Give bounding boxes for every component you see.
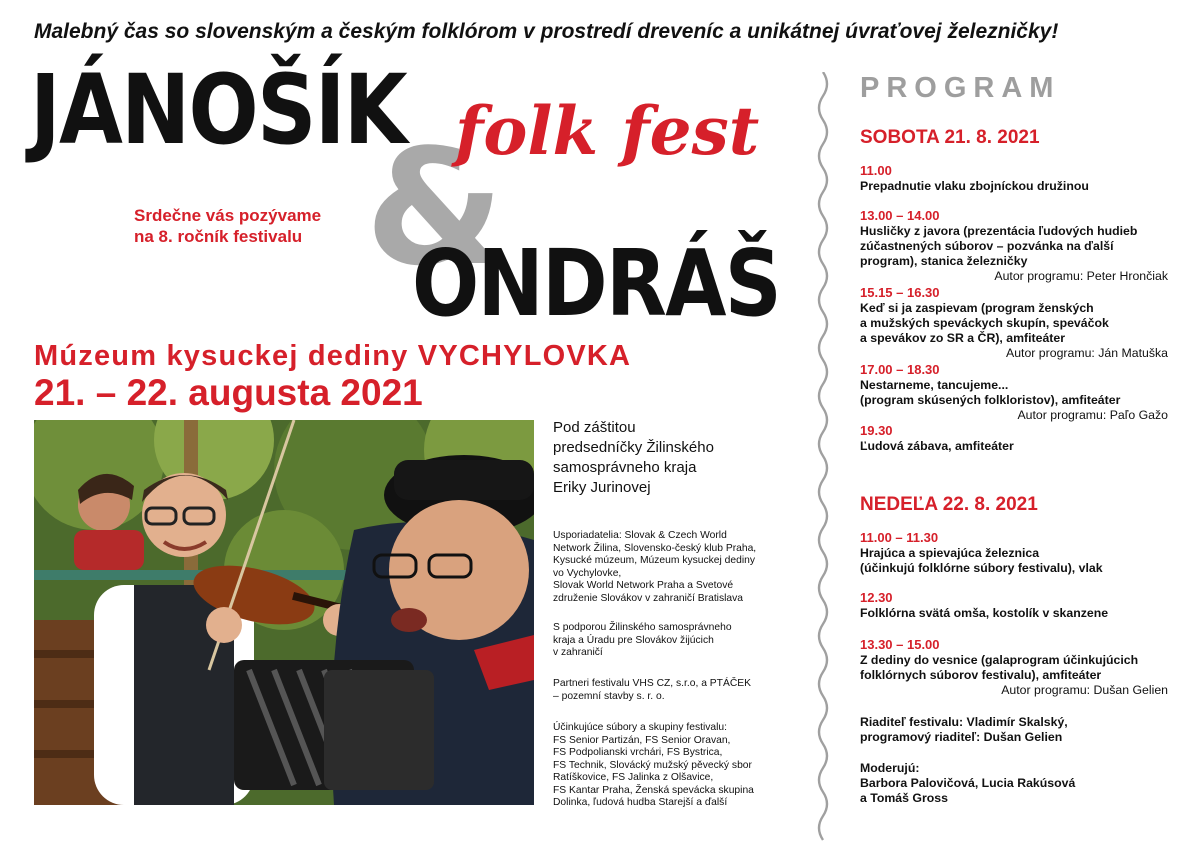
patronage-line-1: Pod záštitou xyxy=(553,419,636,436)
organizers-line-4: vo Vychylovke, xyxy=(553,567,622,579)
event-description: Nestarneme, tancujeme... xyxy=(860,378,1009,392)
museum-prefix: Múzeum kysuckej dediny xyxy=(34,340,418,372)
program-event xyxy=(860,637,1168,698)
saturday-heading: SOBOTA 21. 8. 2021 xyxy=(860,127,1040,148)
title-ondras: ONDRÁŠ xyxy=(412,230,780,337)
invitation-line-1: Srdečne vás pozývame xyxy=(134,206,322,225)
support-text xyxy=(553,622,785,660)
director-info xyxy=(860,715,1168,745)
organizers-line-3: Kysucké múzeum, Múzeum kysuckej dediny xyxy=(553,555,756,566)
patronage-text xyxy=(553,418,714,498)
musicians-illustration xyxy=(34,420,534,805)
event-description: Z dediny do vesnice (galaprogram účinkujúcich xyxy=(860,653,1139,667)
organizers-line-2: Network Žilina, Slovensko-český klub Praha, xyxy=(553,542,757,554)
partners-line-2: – pozemní stavby s. r. o. xyxy=(553,690,665,702)
musicians-photo xyxy=(34,420,534,805)
title-folk-fest: folk fest xyxy=(455,92,760,170)
title-ampersand: & xyxy=(365,114,505,301)
ensembles-line-1: Účinkujúce súbory a skupiny festivalu: xyxy=(553,722,727,733)
event-description: a mužských speváckych skupín, speváčok xyxy=(860,316,1109,330)
support-line-3: v zahraničí xyxy=(553,647,603,658)
title-janosik: JÁNOŠÍK xyxy=(30,54,407,166)
program-heading: PROGRAM xyxy=(860,72,1061,104)
event-description: a spevákov zo SR a ČR), amfiteáter xyxy=(860,331,1066,345)
event-author: Autor programu: Peter Hrončiak xyxy=(994,269,1168,283)
program-event xyxy=(860,530,1168,576)
event-description: program), stanica železničky xyxy=(860,254,1028,268)
event-description: Hrajúca a spievajúca železnica xyxy=(860,546,1040,560)
event-time: 19.30 xyxy=(860,423,893,438)
program-event xyxy=(860,590,1168,621)
support-line-1: S podporou Žilinského samosprávneho xyxy=(553,622,732,633)
ensembles-line-4: FS Technik, Slovácký mužský pěvecký sbor xyxy=(553,759,752,771)
moderators-line-1: Moderujú: xyxy=(860,761,920,775)
event-description: zúčastnených súborov – pozvánka na ďalší xyxy=(860,239,1114,253)
director-line-2: programový riaditeľ: Dušan Gelien xyxy=(860,730,1063,744)
program-event xyxy=(860,285,1168,361)
ensembles-line-3: FS Podpolianski vrchári, FS Bystrica, xyxy=(553,747,723,758)
event-time: 13.00 – 14.00 xyxy=(860,208,940,223)
ensembles-line-5: Ratíškovice, FS Jalinka z Olšavice, xyxy=(553,772,714,783)
event-time: 11.00 xyxy=(860,163,892,178)
event-time: 17.00 – 18.30 xyxy=(860,362,940,377)
organizers-line-5: Slovak World Network Praha a Svetové xyxy=(553,580,734,591)
event-author: Autor programu: Paľo Gažo xyxy=(1017,408,1168,422)
partners-text xyxy=(553,678,785,703)
event-time: 15.15 – 16.30 xyxy=(860,285,940,300)
organizers-line-1: Usporiadatelia: Slovak & Czech World xyxy=(553,530,727,541)
event-description: Folklórna svätá omša, kostolík v skanzene xyxy=(860,606,1109,620)
moderators-info xyxy=(860,761,1168,806)
invitation-line-2: na 8. ročník festivalu xyxy=(134,227,303,246)
sunday-heading: NEDEĽA 22. 8. 2021 xyxy=(860,494,1038,515)
ensembles-line-6: FS Kantar Praha, Ženská spevácka skupina xyxy=(553,784,754,796)
support-line-2: kraja a Úradu pre Slovákov žijúcich xyxy=(553,634,714,646)
event-description: Ľudová zábava, amfiteáter xyxy=(860,439,1014,453)
program-event xyxy=(860,362,1168,423)
ensembles-line-2: FS Senior Partizán, FS Senior Oravan, xyxy=(553,734,731,746)
partners-line-1: Partneri festivalu VHS CZ, s.r.o, a PTÁČEK xyxy=(553,678,751,689)
director-line-1: Riaditeľ festivalu: Vladimír Skalský, xyxy=(860,715,1068,729)
tagline: Malebný čas so slovenským a českým folklórom v prostredí dreveníc a unikátnej úvraťovej železničky! xyxy=(34,20,1059,43)
patronage-line-3: samosprávneho kraja xyxy=(553,459,697,476)
event-description: (program skúsených folkloristov), amfiteáter xyxy=(860,393,1121,407)
event-description: Prepadnutie vlaku zbojníckou družinou xyxy=(860,179,1089,193)
ensembles-line-7: Dolinka, ľudová hudba Starejší a ďalší xyxy=(553,797,728,808)
organizers-line-6: združenie Slovákov v zahraničí Bratislava xyxy=(553,592,744,604)
organizers-text xyxy=(553,530,785,605)
event-description: Keď si ja zaspievam (program ženských xyxy=(860,301,1094,315)
program-event xyxy=(860,208,1168,284)
museum-name xyxy=(34,340,631,373)
patronage-line-4: Eriky Jurinovej xyxy=(553,479,651,496)
event-description: Husličky z javora (prezentácia ľudových hudieb xyxy=(860,224,1138,238)
program-event xyxy=(860,423,1168,454)
event-time: 11.00 – 11.30 xyxy=(860,530,939,545)
moderators-line-3: a Tomáš Gross xyxy=(860,791,948,805)
event-author: Autor programu: Ján Matuška xyxy=(1006,346,1168,360)
moderators-line-2: Barbora Palovičová, Lucia Rakúsová xyxy=(860,776,1076,790)
festival-dates: 21. – 22. augusta 2021 xyxy=(34,372,423,413)
event-description: folklórnych súborov festivalu), amfiteáter xyxy=(860,668,1102,682)
event-time: 13.30 – 15.00 xyxy=(860,637,940,652)
invitation-text xyxy=(134,205,321,247)
patronage-line-2: predsedníčky Žilinského xyxy=(553,439,714,456)
program-event xyxy=(860,163,1168,194)
wavy-divider xyxy=(814,72,832,842)
event-description: (účinkujú folklórne súbory festivalu), vlak xyxy=(860,561,1103,575)
museum-place: VYCHYLOVKA xyxy=(417,340,632,372)
ensembles-text xyxy=(553,722,785,810)
event-author: Autor programu: Dušan Gelien xyxy=(1001,683,1168,697)
event-time: 12.30 xyxy=(860,590,893,605)
